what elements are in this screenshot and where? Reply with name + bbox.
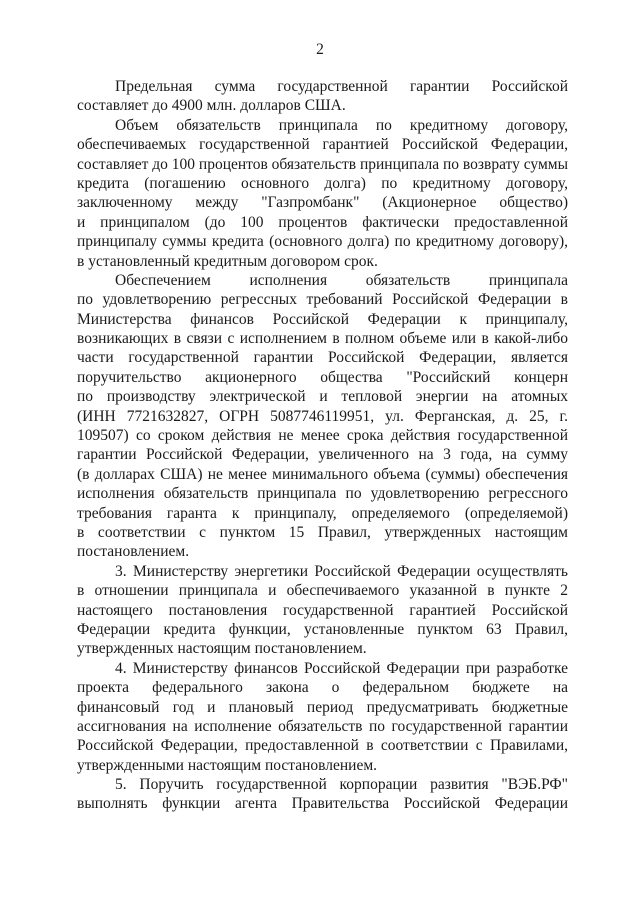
text-line: заключенному между "Газпромбанк" (Акционерное общество): [77, 194, 568, 212]
page-number: 2: [316, 41, 324, 58]
text-line: ассигнования на исполнение обязательств по государственной гарантии: [77, 717, 568, 735]
text-line: Объем обязательств принципала по кредитному договору,: [115, 116, 568, 134]
text-line: части государственной гарантии Российской Федерации, является: [77, 349, 568, 367]
paragraph-max-guarantee: [77, 77, 568, 116]
text-line: поручительство акционерного общества "Российский концерн: [77, 368, 568, 386]
text-line: возникающих в связи с исполнением в полном объеме или в какой-либо: [77, 330, 568, 348]
text-line: постановлением.: [77, 543, 190, 561]
paragraph-obligations-volume: [77, 116, 568, 271]
text-line: обеспечиваемых государственной гарантией Российской Федерации,: [77, 136, 568, 154]
paragraph-item-5: [77, 775, 568, 814]
text-line: требования гаранта к принципалу, определяемого (определяемой): [77, 504, 568, 522]
text-line: принципалу суммы кредита (основного долга) по кредитному договору),: [77, 233, 568, 251]
text-line: (ИНН 7721632827, ОГРН 5087746119951, ул. Ферганская, д. 25, г.: [77, 407, 568, 425]
paragraph-item-4: [77, 659, 568, 775]
paragraph-item-3: [77, 562, 568, 659]
text-line: проекта федерального закона о федеральном бюджете на: [77, 679, 568, 697]
text-line: выполнять функции агента Правительства Российской Федерации: [77, 795, 568, 813]
text-line: гарантии Российской Федерации, увеличенного на 3 года, на сумму: [77, 446, 568, 464]
text-line: Российской Федерации, предоставленной в соответствии с Правилами,: [77, 737, 568, 755]
text-line: в установленный кредитным договором срок.: [77, 252, 378, 270]
text-line: финансовый год и плановый период предусматривать бюджетные: [77, 698, 568, 716]
text-line: составляет до 100 процентов обязательств принципала по возврату суммы: [77, 155, 568, 173]
text-line: утвержденными настоящим постановлением.: [77, 756, 378, 774]
text-line: в соответствии с пунктом 15 Правил, утвержденных настоящим: [77, 523, 568, 541]
text-line: и принципалом (до 100 процентов фактически предоставленной: [77, 213, 568, 231]
text-line: по удовлетворению регрессных требований Российской Федерации в: [77, 291, 568, 309]
text-line: Федерации кредита функции, установленные пунктом 63 Правил,: [77, 620, 568, 638]
text-line: в отношении принципала и обеспечиваемого указанной в пункте 2: [77, 582, 568, 600]
text-line: Министерства финансов Российской Федерации к принципалу,: [77, 310, 568, 328]
text-line: настоящего постановления государственной гарантией Российской: [77, 601, 568, 619]
text-line: 109507) со сроком действия не менее срока действия государственной: [77, 427, 568, 445]
text-line: кредита (погашению основного долга) по кредитному договору,: [77, 174, 568, 192]
text-line: 4. Министерству финансов Российской Федерации при разработке: [115, 659, 568, 677]
text-line: Обеспечением исполнения обязательств принципала: [115, 271, 568, 289]
text-line: исполнения обязательств принципала по удовлетворению регрессного: [77, 485, 568, 503]
document-body: [77, 77, 568, 814]
text-line: по производству электрической и тепловой энергии на атомных: [77, 388, 568, 406]
text-line: (в долларах США) не менее минимального объема (суммы) обеспечения: [77, 465, 568, 483]
text-line: 3. Министерству энергетики Российской Федерации осуществлять: [115, 562, 568, 580]
text-line: Предельная сумма государственной гарантии Российской: [115, 78, 568, 95]
text-line: составляет до 4900 млн. долларов США.: [77, 97, 346, 115]
text-line: 5. Поручить государственной корпорации развития "ВЭБ.РФ": [115, 776, 568, 794]
paragraph-security: [77, 271, 568, 562]
text-line: утвержденных настоящим постановлением.: [77, 640, 367, 658]
